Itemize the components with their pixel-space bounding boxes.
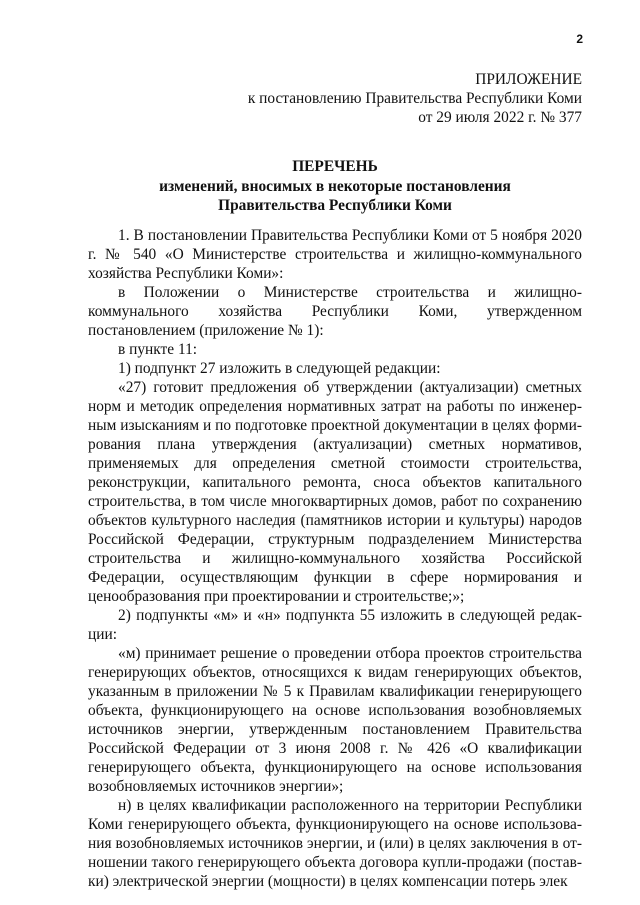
document-body — [88, 226, 582, 891]
appendix-date-line: от 29 июля 2022 г. № 377 — [418, 109, 582, 126]
paragraph-7: «м) принимает решение о проведении отбора проектов строительства генерирующих объектов, относящихся к видам генерирующих объектов, указанным в приложении № 5 к Правилам квалификации генерирующего объекта, функционирующего на основе использования возобновляемых источников энергии, утвержденным постановлением Правительства Российской Федерации от 3 июня 2008 г. № 426 «О квалификации генерирующего объекта, функционирующего на основе использования возобновляемых источников энергии»; — [88, 645, 582, 795]
paragraph-1: 1. В постановлении Правительства Республики Коми от 5 ноября 2020 г. № 540 «О Министерстве строительства и жилищно-коммунального хозяйства Республики Коми»: — [88, 227, 582, 282]
title-line-1: изменений, вносимых в некоторые постановления — [159, 177, 511, 195]
page-number: 2 — [576, 32, 583, 46]
appendix-label: ПРИЛОЖЕНИЕ — [475, 71, 582, 88]
paragraph-4: 1) подпункт 27 изложить в следующей редакции: — [118, 360, 441, 377]
paragraph-6: 2) подпункты «м» и «н» подпункта 55 изложить в следующей редакции: — [88, 607, 582, 643]
appendix-resolution-line: к постановлению Правительства Республики Коми — [247, 90, 582, 107]
paragraph-2: в Положении о Министерстве строительства и жилищно-коммунального хозяйства Республики Коми, утвержденном постановлением (приложение № 1): — [88, 284, 582, 339]
paragraph-8: н) в целях квалификации расположенного на территории Республики Коми генерирующего объекта, функционирующего на основе использования возобновляемых источников энергии, и (или) в целях заключения в отношении такого генерирующего объекта договора купли-продажи (поставки) электрической энергии (мощности) в целях компенсации потерь элек — [88, 797, 582, 890]
document-title — [88, 157, 582, 216]
appendix-header — [248, 70, 582, 127]
title-line-2: Правительства Республики Коми — [218, 197, 452, 214]
paragraph-3: в пункте 11: — [118, 341, 198, 358]
title-heading: ПЕРЕЧЕНЬ — [292, 158, 378, 175]
paragraph-5: «27) готовит предложения об утверждении (актуализации) сметных норм и методик определения нормативных затрат на работы по инженерным изысканиям и по подготовке проектной документации в целях формирования плана утверждения (актуализации) сметных нормативов, применяемых для определения сметной стоимости строительства, реконструкции, капитального ремонта, сноса объектов капитального строительства, в том числе многоквартирных домов, работ по сохранению объектов культурного наследия (памятников истории и культуры) народов Российской Федерации, структурным подразделением Министерства строительства и жилищно-коммунального хозяйства Российской Федерации, осуществляющим функции в сфере нормирования и ценообразования при проектировании и строительстве;»; — [88, 379, 582, 605]
